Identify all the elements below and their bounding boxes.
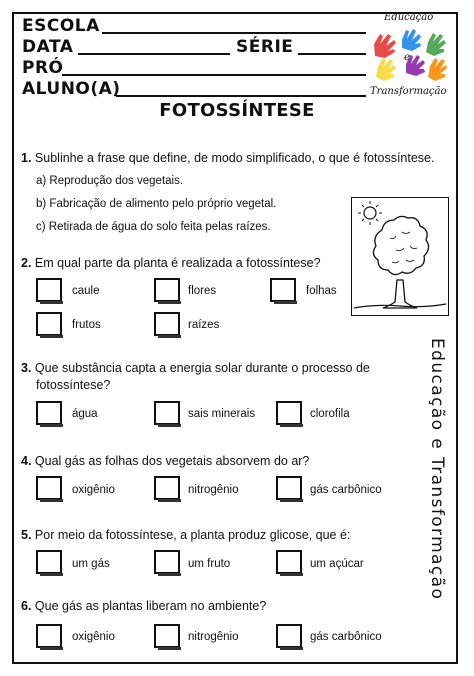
serie-line[interactable] bbox=[298, 53, 366, 55]
checkbox-clorofila[interactable] bbox=[276, 401, 302, 425]
question-2: 2. Em qual parte da planta é realizada a fotossíntese? bbox=[21, 256, 321, 270]
choice-q4-gas-carbonico: gás carbônico bbox=[310, 484, 382, 496]
question-3-line2: fotossíntese? bbox=[36, 378, 111, 392]
q1-option-b[interactable]: b) Fabricação de alimento pelo próprio vegetal. bbox=[36, 198, 277, 210]
escola-label: ESCOLA bbox=[22, 16, 100, 36]
checkbox-q6-gas-carbonico[interactable] bbox=[276, 624, 302, 648]
question-4: 4. Qual gás as folhas dos vegetais absorvem do ar? bbox=[21, 454, 310, 468]
checkbox-raizes[interactable] bbox=[154, 312, 180, 336]
escola-line[interactable] bbox=[102, 32, 366, 34]
checkbox-q6-nitrogenio[interactable] bbox=[154, 624, 180, 648]
checkbox-caule[interactable] bbox=[36, 278, 62, 302]
pro-line[interactable] bbox=[62, 74, 366, 76]
choice-q6-nitrogenio: nitrogênio bbox=[188, 631, 239, 643]
aluno-label: ALUNO(A) bbox=[22, 79, 121, 99]
data-line[interactable] bbox=[78, 53, 230, 55]
choice-q4-nitrogenio: nitrogênio bbox=[188, 484, 239, 496]
checkbox-q4-nitrogenio[interactable] bbox=[154, 476, 180, 500]
choice-agua: água bbox=[72, 408, 98, 420]
choice-um-acucar: um açúcar bbox=[310, 558, 364, 570]
data-label: DATA bbox=[22, 37, 74, 57]
checkbox-um-fruto[interactable] bbox=[154, 550, 180, 574]
choice-folhas: folhas bbox=[306, 285, 337, 297]
pro-label: PRÓ bbox=[22, 58, 64, 78]
logo-text-3: Transformação bbox=[370, 86, 447, 97]
question-3: 3. Que substância capta a energia solar durante o processo de bbox=[21, 361, 370, 375]
checkbox-q6-oxigenio[interactable] bbox=[36, 624, 62, 648]
checkbox-um-gas[interactable] bbox=[36, 550, 62, 574]
choice-caule: caule bbox=[72, 285, 100, 297]
choice-q6-oxigenio: oxigênio bbox=[72, 631, 115, 643]
checkbox-folhas[interactable] bbox=[270, 278, 296, 302]
choice-raizes: raízes bbox=[188, 319, 220, 331]
checkbox-um-acucar[interactable] bbox=[276, 550, 302, 574]
checkbox-frutos[interactable] bbox=[36, 312, 62, 336]
choice-clorofila: clorofila bbox=[310, 408, 350, 420]
q1-option-c[interactable]: c) Retirada de água do solo feita pelas raízes. bbox=[36, 221, 271, 233]
choice-frutos: frutos bbox=[72, 319, 101, 331]
page-title: FOTOSSÍNTESE bbox=[159, 100, 315, 121]
question-6: 6. Que gás as plantas liberam no ambiente? bbox=[21, 599, 267, 613]
choice-sais-minerais: sais minerais bbox=[188, 408, 256, 420]
serie-label: SÉRIE bbox=[236, 37, 294, 57]
q1-option-a[interactable]: a) Reprodução dos vegetais. bbox=[36, 175, 184, 187]
checkbox-agua[interactable] bbox=[36, 401, 62, 425]
logo-text-1: Educação bbox=[384, 12, 434, 23]
choice-q4-oxigenio: oxigênio bbox=[72, 484, 115, 496]
choice-q6-gas-carbonico: gás carbônico bbox=[310, 631, 382, 643]
choice-um-gas: um gás bbox=[72, 558, 110, 570]
question-5: 5. Por meio da fotossíntese, a planta produz glicose, que é: bbox=[21, 528, 351, 542]
question-1: 1. Sublinhe a frase que define, de modo simplificado, o que é fotossíntese. bbox=[21, 151, 435, 165]
tree-illustration bbox=[351, 197, 449, 316]
checkbox-sais-minerais[interactable] bbox=[154, 401, 180, 425]
choice-flores: flores bbox=[188, 285, 217, 297]
choice-um-fruto: um fruto bbox=[188, 558, 231, 570]
checkbox-q4-gas-carbonico[interactable] bbox=[276, 476, 302, 500]
checkbox-flores[interactable] bbox=[154, 278, 180, 302]
logo-text-2: e bbox=[404, 52, 410, 63]
aluno-line[interactable] bbox=[116, 95, 366, 97]
checkbox-q4-oxigenio[interactable] bbox=[36, 476, 62, 500]
logo bbox=[364, 14, 456, 98]
tree-with-sun-icon bbox=[352, 198, 448, 315]
